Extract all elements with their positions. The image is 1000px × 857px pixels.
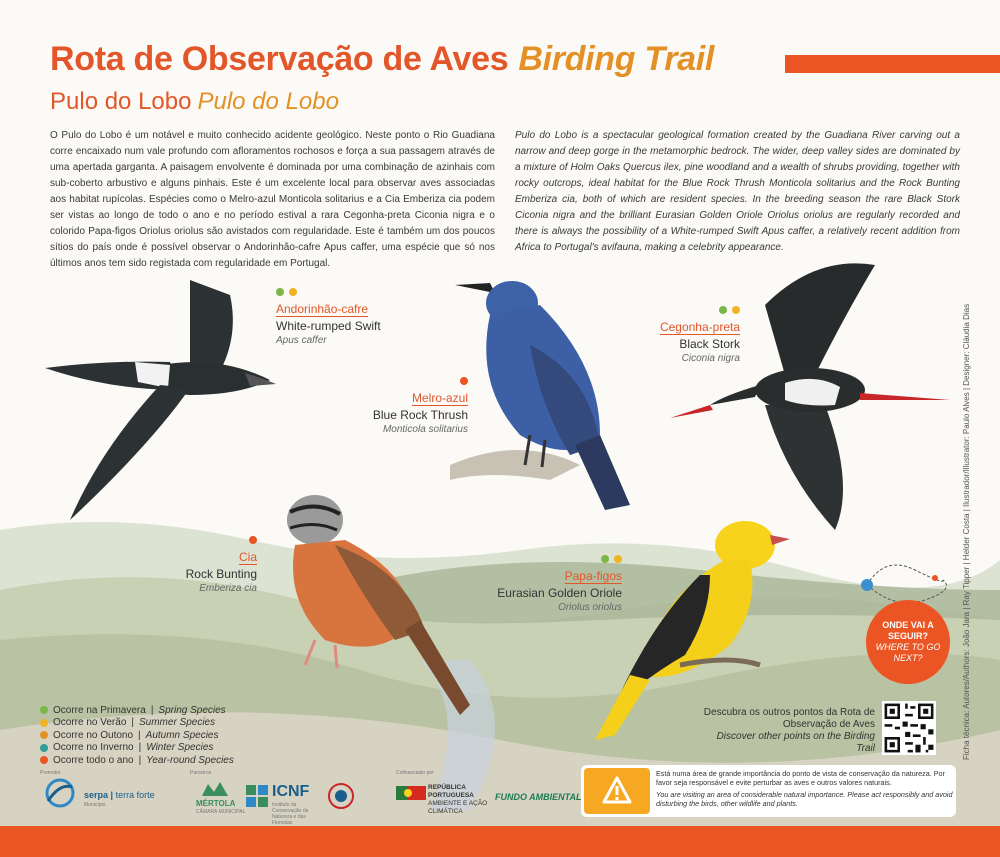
legend-pt: Ocorre todo o ano [53,754,134,766]
year-round-dot [249,536,257,544]
legend-item-summer: Ocorre no Verão | Summer Species [40,717,234,730]
bird-name-en: Eurasian Golden Oriole [497,586,622,600]
bird-name-sci: Apus caffer [276,335,327,346]
rock-bunting-illustration [275,490,475,720]
next-en: WHERE TO GO NEXT? [875,642,941,663]
black-stork-illustration [665,255,955,535]
where-to-go-next-badge [866,600,950,684]
summer-dot [732,306,740,314]
bottom-bar [0,826,1000,857]
notice-pt: Está numa área de grande importância do ponto de vista de conservação da natureza. Por favor seja responsável e evite perturbar as aves e outros valores naturais. [656,769,945,787]
spring-dot [719,306,727,314]
summer-dot [614,555,622,563]
bird-name-pt: Andorinhão-cafre [276,302,369,316]
icnf-logo-icon [246,785,268,807]
legend-en: Spring Species [158,704,226,716]
bird-name-pt: Cegonha-preta [659,320,740,334]
bird-label-oriole [480,555,622,613]
spring-dot [601,555,609,563]
notice-en: You are visiting an area of considerable natural importance. Please act responsibly and avoid disturbing the birds, other wildlife and plants. [656,790,953,808]
republica-logo [428,784,488,816]
intro-text-pt: O Pulo do Lobo é um notável e muito conhecido acidente geológico. Neste ponto o Rio Guadiana corre encaixado num vale profundo com afloramentos rochosos e força a sua passagem através de uma apertada garganta. A paisagem envolvente é dominada por uma combinação de azinhais com sub-coberto arbustivo e alguns pinhais. Este é um excelente local para observar aves associadas aos habitat rupícolas. Espécies como o Melro-azul Monticola solitarius e a Cia Emberiza cia podem ser vistas ao longo de todo o ano e no período estival a rara Cegonha-preta Ciconia nigra e o colorido Papa-figos Oriolus oriolus são avistados com regularidade. Este é também um dos poucos sítios do país onde é possível observar o Andorinhão-cafre Apus caffer, uma espécie que só nos últimos anos tem sido registada com regularidade em Portugal. [50,130,495,269]
credits-vertical [958,262,974,762]
bird-name-pt: Melro-azul [411,391,468,405]
bird-label-thrush [350,377,468,435]
intro-text-en: Pulo do Lobo is a spectacular geological formation created by the Guadiana River carving out a narrow and deep gorge in the metamorphic bedrock. The wider, deep valley sides are dominated by a mixture of Holm Oaks Quercus ilex, pine woodland and a wealth of shrubs providing, together with rocky outcrops, ideal habitat for the Blue Rock Thrush Monticola solitarius and the Rock Bunting Emberiza cia, both of which are resident species. In the breeding season the rare Black Stork Ciconia nigra and the brilliant Eurasian Golden Oriole Oriolus oriolus are regularly recorded and there is always the possibility of a White-rumped Swift Apus caffer, a relatively recent addition from Africa to Portugal's avifauna, making a celebrity appearance. [515,130,960,253]
legend-pt: Ocorre na Primavera [53,704,146,716]
season-dots [160,536,257,544]
page-subtitle [50,88,339,116]
camara-label: CÂMARA MUNICIPAL [196,809,246,815]
white-rumped-swift-illustration [40,270,280,530]
portugal-flag-icon [396,786,426,800]
legend-item-year-round: Ocorre todo o ano | Year-round Species [40,754,234,767]
terra-forte: terra forte [115,790,155,800]
autumn-dot [40,731,48,739]
legend-en: Summer Species [138,717,216,729]
serpa-logo: serpa | terra forte [84,790,155,800]
bird-name-pt: Papa-figos [564,569,622,583]
warning-panel [584,768,650,814]
subtitle-pt: Pulo do Lobo [50,88,192,115]
spring-dot [40,706,48,714]
summer-dot [289,288,297,296]
icnf-subtitle: Instituto da Conservação da Natureza e das Florestas [272,802,309,826]
next-pt: ONDE VAI A SEGUIR? [882,620,934,641]
bird-name-sci: Emberiza cia [199,583,257,594]
discover-pt: Descubra os outros pontos da Rota de Observação de Aves [703,707,875,730]
page-title [50,40,714,79]
warning-icon [602,776,632,804]
bird-name-pt: Cia [238,550,257,564]
season-dots [350,377,468,385]
legend-item-winter: Ocorre no Inverno | Winter Species [40,742,234,755]
bird-name-en: Blue Rock Thrush [372,408,468,422]
bird-name-sci: Oriolus oriolus [558,602,622,613]
bird-label-stork [620,306,740,364]
legend-item-autumn: Ocorre no Outono | Autumn Species [40,729,234,742]
republica-name: REPÚBLICA PORTUGUESA [428,784,474,799]
cofinanciado-label: Cofinanciado por [396,770,434,776]
spring-dot [276,288,284,296]
legend-item-spring: Ocorre na Primavera | Spring Species [40,704,234,717]
parceiros-label: Parceiros [190,770,212,776]
mertola-name: MÉRTOLA [196,799,236,808]
bird-label-bunting [160,536,257,594]
notice-text [656,769,956,808]
credits-text: Ficha técnica: Autores/Authors: João Jara | Ray Tipper | Helder Costa | Ilustrador/Illustrator: Paulo Alves | Designer: Cláudia Dias [962,303,971,760]
serpa-logo-icon [40,777,80,809]
summer-dot [40,719,48,727]
legend-pt: Ocorre no Outono [53,729,134,741]
partner-seal-icon [327,782,355,810]
legend-pt: Ocorre no Verão [53,717,127,729]
bird-name-en: White-rumped Swift [276,319,381,333]
legend-pt: Ocorre no Inverno [53,742,134,754]
mertola-logo-icon [200,780,230,798]
legend-en: Winter Species [146,742,214,754]
ambiente-name: AMBIENTE E AÇÃO CLIMÁTICA [428,800,488,815]
bird-name-sci: Monticola solitarius [382,424,468,435]
year-round-dot [460,377,468,385]
municipio-label: Município [84,802,106,808]
legend-en: Year-round Species [146,754,234,766]
bird-name-sci: Ciconia nigra [681,353,740,364]
bird-label-swift [276,288,381,346]
title-accent-bar [785,55,1000,73]
fundo-ambiental-logo: FUNDO AMBIENTAL [495,792,582,802]
subtitle-en: Pulo do Lobo [197,88,339,115]
qr-code-icon[interactable] [882,701,936,755]
year-round-dot [40,756,48,764]
season-dots [480,555,622,563]
season-legend [40,704,234,767]
bird-name-en: Rock Bunting [185,567,257,581]
season-dots [276,288,381,296]
title-en: Birding Trail [518,40,715,78]
legend-en: Autumn Species [145,729,219,741]
blue-rock-thrush-illustration [450,265,650,525]
promotor-label: Promotor [40,770,61,776]
winter-dot [40,744,48,752]
icnf-name: ICNF [272,783,310,800]
discover-en: Discover other points on the Birding Trail [716,731,875,754]
discover-text [700,707,875,755]
title-pt: Rota de Observação de Aves [50,40,509,78]
season-dots [620,306,740,314]
bird-name-en: Black Stork [679,337,740,351]
serpa-name: serpa [84,790,109,800]
